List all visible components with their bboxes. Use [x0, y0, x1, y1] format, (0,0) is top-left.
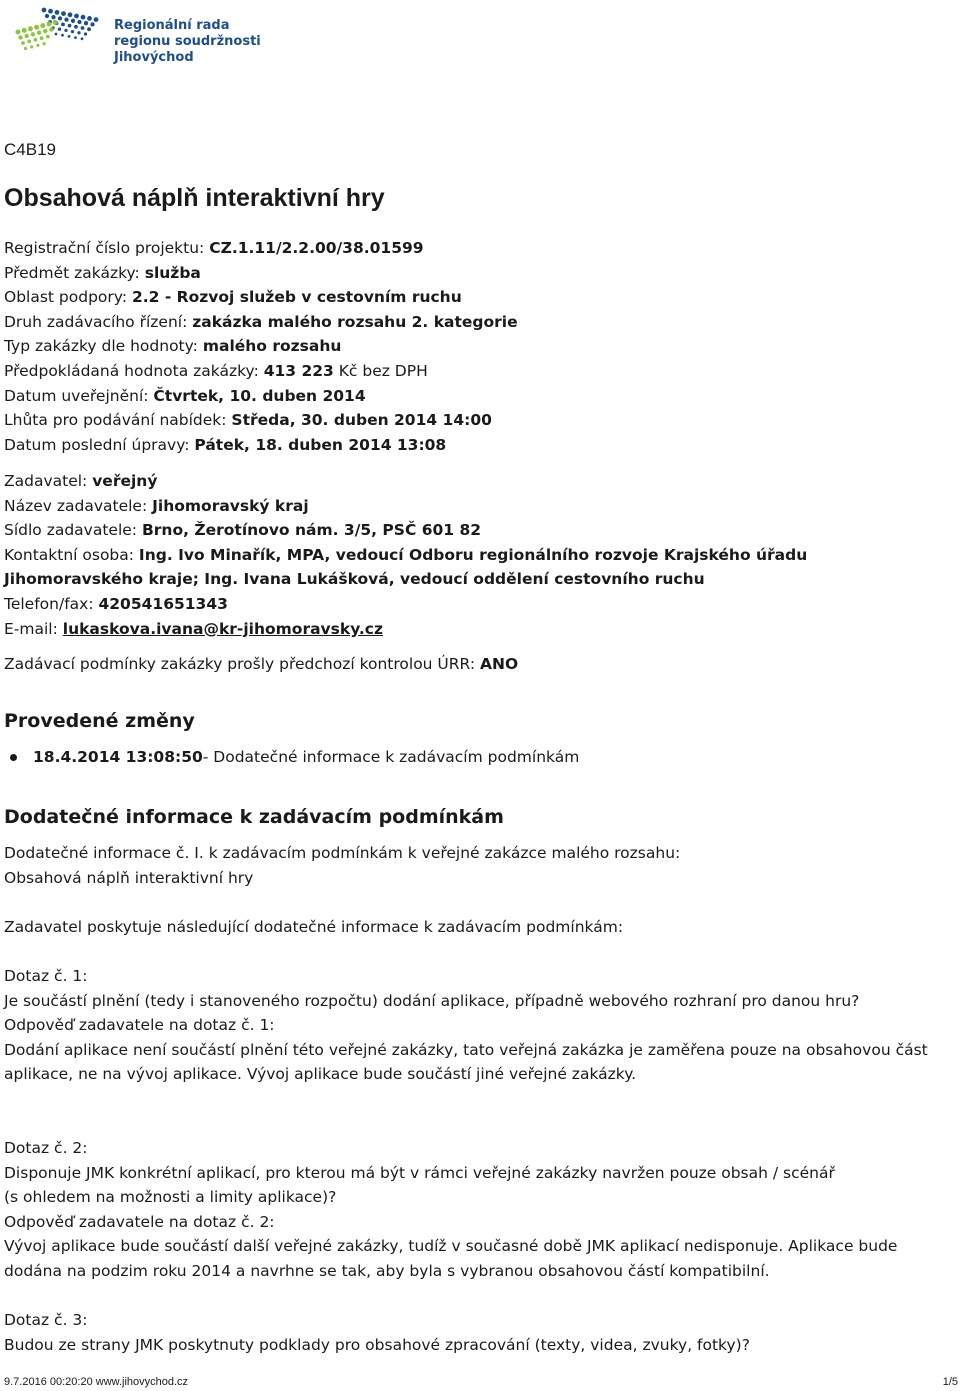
contracting-authority	[4, 469, 807, 641]
logo-dot	[28, 26, 33, 31]
authority-contact: Kontaktní osoba: Ing. Ivo Minařík, MPA, vedoucí Odboru regionálního rozvoje Krajského úřadu	[4, 545, 808, 564]
logo-dot	[22, 28, 27, 33]
logo-dot	[21, 41, 25, 45]
logo-dot	[27, 40, 31, 44]
info-type: Typ zakázky dle hodnoty: malého rozsahu	[4, 337, 342, 356]
logo-dot	[90, 22, 94, 26]
changes-heading: Provedené změny	[4, 710, 195, 732]
logo-dot	[68, 35, 71, 38]
logo-dot	[40, 36, 44, 40]
qa-1	[4, 964, 954, 1087]
logo-dot	[58, 16, 62, 20]
logo-dot	[43, 29, 47, 33]
logo-line-3: Jihovýchod	[114, 50, 194, 65]
answer-label: Odpověď zadavatele na dotaz č. 1:	[4, 1016, 275, 1035]
logo-dot	[30, 45, 33, 48]
logo-dot	[25, 34, 29, 38]
info-subject: Předmět zakázky: služba	[4, 263, 201, 282]
logo-dot	[84, 32, 87, 35]
authority-type: Zadavatel: veřejný	[4, 472, 158, 490]
question-label: Dotaz č. 2:	[4, 1139, 88, 1157]
logo-dot	[49, 27, 53, 31]
info-registration: Registrační číslo projektu: CZ.1.11/2.2.00/38.01599	[4, 239, 424, 257]
logo-line-1: Regionální rada	[114, 18, 230, 33]
logo-dot	[61, 23, 65, 27]
logo-dot	[81, 15, 86, 20]
answer-label: Odpověď zadavatele na dotaz č. 2:	[4, 1212, 275, 1231]
logo-dot	[74, 14, 79, 19]
logo-dot	[81, 26, 85, 30]
page-title: Obsahová náplň interaktivní hry	[4, 184, 385, 212]
additional-intro: Dodatečné informace č. I. k zadávacím podmínkám k veřejné zakázce malého rozsahu: Obsahová náplň interaktivní hry	[4, 844, 681, 887]
logo-dot	[87, 16, 92, 21]
logo-dot	[61, 11, 66, 16]
question-text-cont: (s ohledem na možnosti a limity aplikace)?	[4, 1188, 337, 1207]
logo-dot	[87, 27, 91, 31]
logo-dot	[74, 36, 77, 39]
project-info	[4, 236, 518, 457]
info-published: Datum uveřejnění: Čtvrtek, 10. duben 2014	[4, 386, 366, 405]
logo-dot	[45, 14, 49, 18]
logo-dot	[58, 28, 61, 31]
additional-heading: Dodatečné informace k zadávacím podmínkám	[4, 806, 504, 828]
logo-dot	[74, 25, 78, 29]
authority-contact-cont: Jihomoravského kraje; Ing. Ivana Lukášková, vedoucí oddělení cestovního ruchu	[4, 570, 705, 589]
control-check: Zadávací podmínky zakázky prošly předchozí kontrolou ÚRR: ANO	[4, 655, 519, 673]
logo-dot	[64, 29, 67, 32]
question-label: Dotaz č. 3:	[4, 1311, 88, 1329]
logo-dot	[94, 17, 99, 22]
info-deadline: Lhůta pro podávání nabídek: Středa, 30. duben 2014 14:00	[4, 411, 492, 430]
info-area: Oblast podpory: 2.2 - Rozvoj služeb v cestovním ruchu	[4, 288, 462, 307]
footer-page-number: 1/5	[942, 1376, 958, 1388]
logo-dot	[16, 30, 21, 35]
logo-dot	[55, 10, 60, 15]
authority-seat: Sídlo zadavatele: Brno, Žerotínovo nám. 3/5, PSČ 601 82	[4, 521, 482, 540]
email-link[interactable]: lukaskova.ivana@kr-jihomoravsky.cz	[62, 619, 383, 638]
logo-dot	[68, 24, 72, 28]
bullet-dot-icon	[10, 754, 17, 761]
question-label: Dotaz č. 1:	[4, 967, 88, 985]
logo-dot	[34, 25, 39, 30]
logo-dot	[36, 44, 39, 47]
logo-dot	[84, 21, 88, 25]
logo-dot	[47, 22, 52, 27]
logo-dot	[77, 20, 81, 24]
logo-dot	[61, 34, 64, 37]
document-code: C4B19	[4, 140, 56, 159]
logo-dot	[46, 35, 50, 39]
qa-3	[4, 1308, 954, 1357]
logo-dot	[77, 31, 80, 34]
logo-dot	[37, 31, 41, 35]
question-text: Budou ze strany JMK poskytnuty podklady pro obsahové zpracování (texty, videa, zvuky, fotky)?	[4, 1335, 750, 1354]
info-procedure: Druh zadávacího řízení: zakázka malého rozsahu 2. kategorie	[4, 312, 518, 331]
logo-line-2: regionu soudržnosti	[114, 34, 261, 49]
logo-dot	[53, 20, 58, 25]
footer-timestamp-url: 9.7.2016 00:20:20 www.jihovychod.cz	[4, 1376, 189, 1388]
logo-dot	[55, 33, 58, 36]
logo-dot	[18, 35, 22, 39]
logo-dot	[68, 12, 73, 17]
answer-text: Dodání aplikace není součástí plnění této veřejné zakázky, tato veřejná zakázka je zaměřena pouze na obsahovou část aplikace, ne na vývoj aplikace. Vývoj aplikace bude součástí jiné veřejné zakázky.	[4, 1040, 928, 1084]
qa-2	[4, 1136, 954, 1284]
logo-dot	[51, 15, 55, 19]
logo-dot	[71, 19, 75, 23]
logo-dots-icon	[14, 4, 106, 52]
logo[interactable]	[14, 4, 261, 66]
authority-name: Název zadavatele: Jihomoravský kraj	[4, 496, 309, 515]
info-price: Předpokládaná hodnota zakázky: 413 223 Kč bez DPH	[4, 361, 428, 380]
question-text: Disponuje JMK konkrétní aplikací, pro kterou má být v rámci veřejné zakázky navržen pouze obsah / scénář	[4, 1163, 835, 1182]
authority-phone: Telefon/fax: 420541651343	[4, 594, 228, 613]
logo-dot	[48, 9, 53, 14]
authority-email: E-mail: lukaskova.ivana@kr-jihomoravsky.cz	[4, 619, 383, 638]
change-item: 18.4.2014 13:08:50 - Dodatečné informace k zadávacím podmínkám	[4, 748, 579, 766]
answer-text: Vývoj aplikace bude součástí další veřejné zakázky, tudíž v současné době JMK aplikací nedisponuje. Aplikace bude dodána na podzim roku 2014 a navrhne se tak, aby byla s vybranou obsahovou částí kompatibilní.	[4, 1237, 898, 1280]
logo-dot	[64, 17, 68, 21]
logo-dot	[31, 32, 35, 36]
logo-dot	[24, 47, 27, 50]
question-text: Je součástí plnění (tedy i stanoveného rozpočtu) dodání aplikace, případně webového rozhraní pro danou hru?	[4, 991, 860, 1010]
additional-lead: Zadavatel poskytuje následující dodatečné informace k zadávacím podmínkám:	[4, 918, 624, 936]
logo-dot	[42, 8, 47, 13]
logo-dot	[43, 42, 46, 45]
logo-dot	[34, 38, 38, 42]
logo-dot	[81, 37, 84, 40]
logo-dot	[40, 23, 45, 28]
logo-dot	[71, 30, 74, 33]
logo-text	[114, 18, 261, 66]
info-modified: Datum poslední úpravy: Pátek, 18. duben 2014 13:08	[4, 435, 447, 454]
